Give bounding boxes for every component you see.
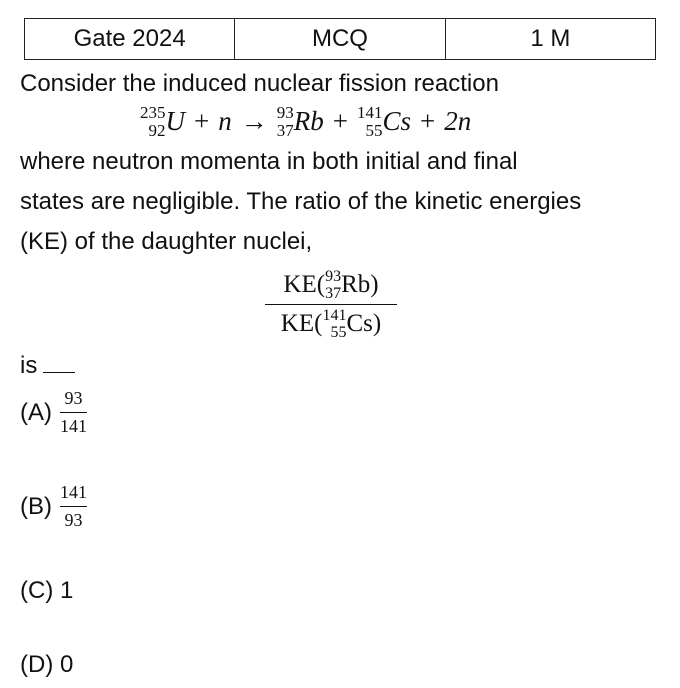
option-a-fraction: 93 141 — [60, 388, 87, 436]
question-type-cell: MCQ — [235, 19, 445, 59]
reaction-arrow: → — [240, 106, 268, 136]
rubidium-symbol: Rb — [293, 106, 324, 136]
option-a[interactable]: (A) 93 141 — [20, 388, 87, 436]
fission-equation: 235 92 U + n → 93 37 Rb + 141 55 Cs + 2n — [140, 103, 472, 140]
ke-ratio-fraction — [265, 268, 397, 341]
fraction-bar — [265, 304, 397, 305]
ke-ratio-numerator: KE( 93 37 Rb) — [283, 267, 379, 302]
denominator-nuclide-indices: 141 55 — [322, 306, 347, 341]
question-header-table — [24, 18, 656, 60]
uranium-symbol: U — [165, 106, 185, 136]
answer-blank — [43, 370, 75, 373]
question-line-3: states are negligible. The ratio of the kinetic energies — [20, 188, 582, 215]
neutron-symbol: n — [218, 106, 232, 136]
answer-blank-line: is — [20, 352, 75, 380]
neutron-products: 2n — [444, 106, 472, 136]
question-line-2: where neutron momenta in both initial and final — [20, 148, 518, 175]
question-intro: Consider the induced nuclear fission reaction — [20, 70, 499, 97]
rubidium-nuclide-indices: 93 37 — [276, 103, 294, 140]
option-d[interactable]: (D) 0 — [20, 651, 74, 678]
exam-name-cell: Gate 2024 — [25, 19, 235, 59]
option-b[interactable]: (B) 141 93 — [20, 482, 87, 530]
option-b-fraction: 141 93 — [60, 482, 87, 530]
ke-ratio-denominator: KE( 141 55 Cs) — [280, 306, 382, 341]
uranium-nuclide-indices: 235 92 — [140, 103, 166, 140]
marks-cell: 1 M — [530, 25, 571, 52]
cesium-nuclide-indices: 141 55 — [356, 103, 383, 140]
cesium-symbol: Cs — [382, 106, 411, 136]
numerator-nuclide-indices: 93 37 — [325, 267, 342, 302]
option-c[interactable]: (C) 1 — [20, 577, 74, 604]
question-line-4: (KE) of the daughter nuclei, — [20, 228, 313, 255]
